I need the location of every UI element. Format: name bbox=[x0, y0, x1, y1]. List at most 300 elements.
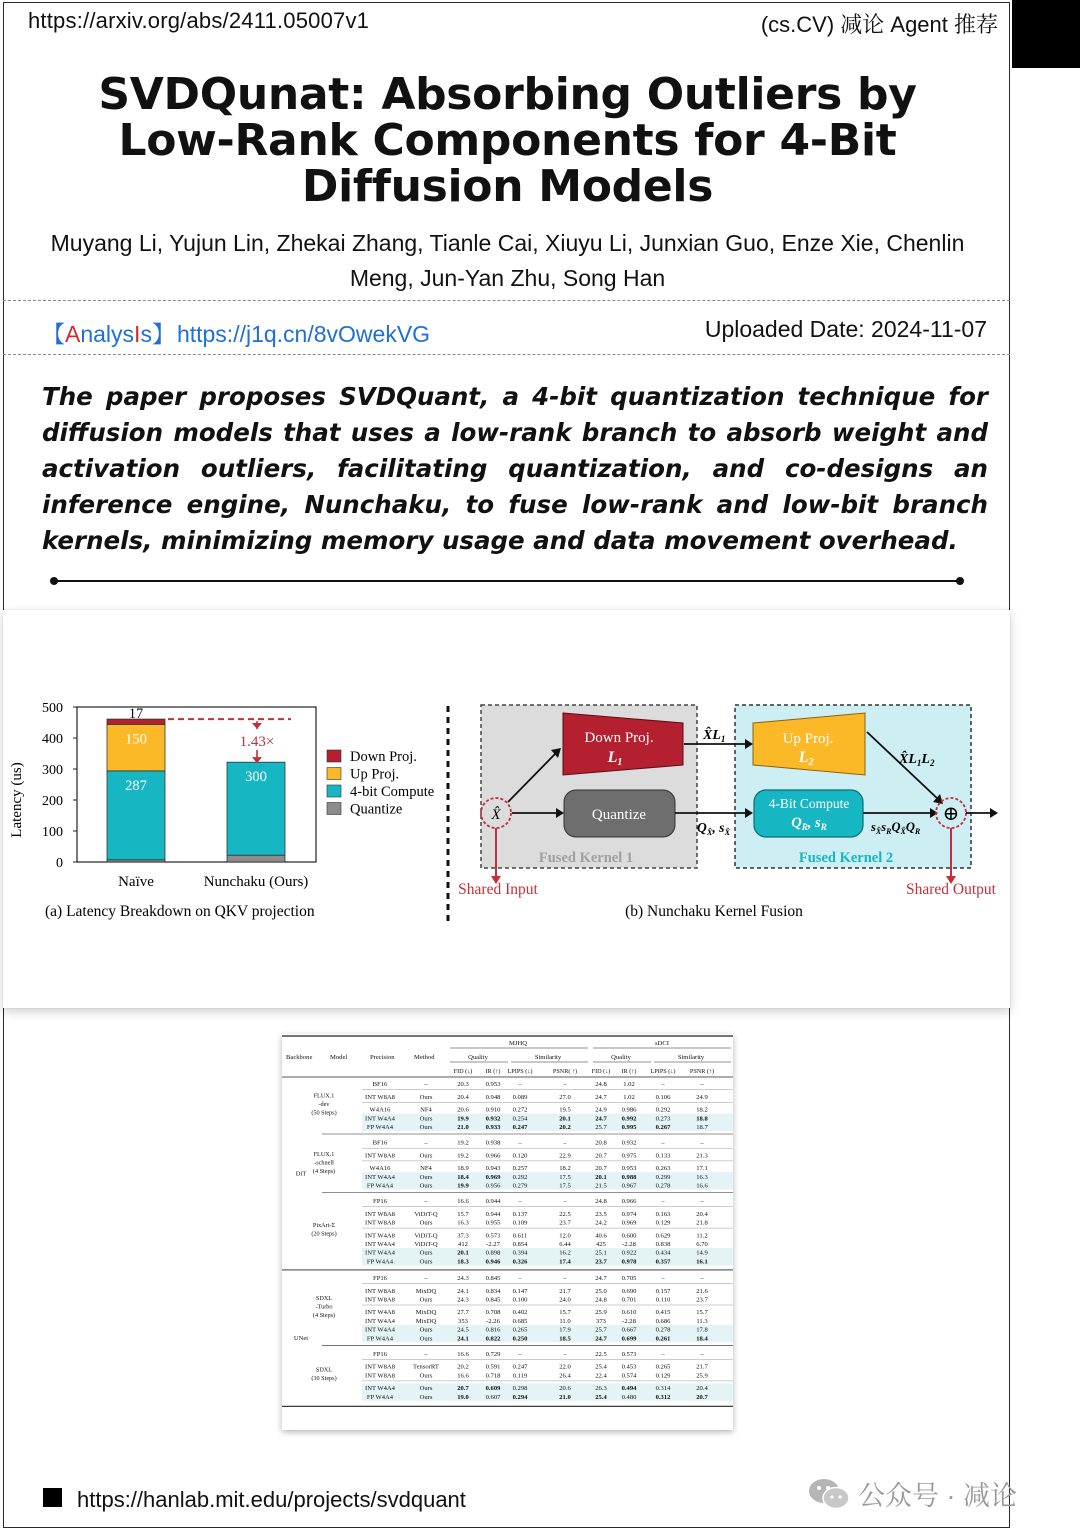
table-cell-value: 21.3 bbox=[696, 1152, 708, 1160]
table-cell-value: – bbox=[518, 1275, 522, 1283]
table-cell-value: 23.7 bbox=[595, 1258, 607, 1266]
table-cell-precision: INT W4A4 bbox=[365, 1173, 395, 1181]
table-cell-value: 0.119 bbox=[512, 1372, 528, 1380]
table-cell-value: 25.4 bbox=[595, 1393, 607, 1401]
table-cell-method: TensorRT bbox=[413, 1363, 439, 1371]
table-cell-value: 0.357 bbox=[655, 1258, 671, 1266]
table-cell-value: 20.4 bbox=[696, 1385, 708, 1393]
table-cell-value: 22.9 bbox=[559, 1152, 571, 1160]
table-header-quality: Quality bbox=[611, 1054, 631, 1061]
table-model-name: PixArt-Σ bbox=[312, 1222, 336, 1230]
table-cell-precision: INT W8A8 bbox=[365, 1363, 395, 1371]
table-cell-value: – bbox=[700, 1351, 704, 1358]
legend-label: Down Proj. bbox=[350, 749, 417, 765]
table-cell-value: 0.265 bbox=[512, 1326, 528, 1334]
table-cell-value: 0.922 bbox=[621, 1249, 637, 1257]
table-cell-method: – bbox=[424, 1139, 428, 1147]
table-cell-value: 6.70 bbox=[696, 1241, 708, 1248]
y-tick-label: 300 bbox=[42, 763, 63, 778]
legend-swatch bbox=[327, 750, 341, 762]
table-cell-value: 0.573 bbox=[485, 1232, 501, 1240]
table-cell-value: 15.7 bbox=[457, 1210, 469, 1218]
table-cell-value: 0.163 bbox=[655, 1210, 671, 1218]
table-cell-value: 0.261 bbox=[655, 1335, 671, 1343]
table-cell-value: 0.415 bbox=[655, 1309, 671, 1317]
fused-kernel-1-label: Fused Kernel 1 bbox=[538, 850, 634, 866]
table-cell-value: 21.5 bbox=[595, 1182, 607, 1190]
x-category-label: Naïve bbox=[118, 874, 154, 890]
table-cell-value: 24.3 bbox=[457, 1275, 469, 1283]
table-cell-value: 0.573 bbox=[621, 1351, 637, 1358]
table-cell-value: 20.7 bbox=[696, 1393, 708, 1401]
table-cell-value: 15.7 bbox=[559, 1309, 571, 1317]
table-header-backbone: Backbone bbox=[286, 1054, 313, 1061]
table-cell-value: 24.9 bbox=[595, 1106, 607, 1114]
table-model-name: -schnell bbox=[314, 1159, 334, 1167]
table-cell-value: 20.6 bbox=[559, 1385, 571, 1393]
table-row-highlight bbox=[362, 1383, 733, 1392]
table-cell-value: 0.157 bbox=[655, 1287, 671, 1295]
table-cell-method: Ours bbox=[419, 1326, 433, 1334]
legend-label: 4-bit Compute bbox=[350, 784, 435, 800]
bar-value-label: 300 bbox=[245, 769, 267, 786]
table-cell-value: 21.0 bbox=[559, 1393, 571, 1401]
table-cell-value: 0.394 bbox=[512, 1249, 528, 1257]
divider-mid bbox=[3, 354, 1010, 355]
table-cell-value: 0.265 bbox=[655, 1363, 671, 1371]
table-cell-value: 373 bbox=[596, 1317, 606, 1325]
table-cell-value: 22.4 bbox=[595, 1372, 607, 1380]
table-cell-precision: BF16 bbox=[372, 1139, 388, 1147]
figure-card bbox=[3, 610, 1010, 1008]
table-cell-value: 19.2 bbox=[457, 1139, 469, 1147]
fused-kernel-2-label: Fused Kernel 2 bbox=[798, 850, 894, 866]
table-header-metric: FID (↓) bbox=[453, 1068, 473, 1075]
table-cell-value: 0.966 bbox=[485, 1152, 501, 1160]
y-tick-label: 500 bbox=[42, 701, 63, 716]
table-cell-precision: INT W4A4 bbox=[365, 1241, 395, 1248]
table-cell-value: 25.9 bbox=[595, 1309, 607, 1317]
table-cell-value: 17.5 bbox=[559, 1182, 571, 1190]
table-cell-method: Ours bbox=[419, 1124, 433, 1131]
table-cell-value: 0.109 bbox=[512, 1219, 528, 1227]
table-header-metric: PSNR( ↑) bbox=[552, 1068, 578, 1075]
table-cell-value: 0.137 bbox=[512, 1210, 528, 1218]
table-cell-value: 0.956 bbox=[485, 1182, 501, 1190]
table-cell-method: Ours bbox=[419, 1335, 433, 1343]
table-cell-value: 0.854 bbox=[512, 1241, 528, 1248]
table-cell-value: 0.133 bbox=[655, 1152, 671, 1160]
table-cell-precision: INT W4A8 bbox=[365, 1309, 395, 1317]
table-cell-value: 22.0 bbox=[559, 1363, 571, 1371]
bracket-open: 【 bbox=[42, 321, 65, 347]
table-cell-value: 19.9 bbox=[457, 1182, 469, 1190]
project-url[interactable]: https://hanlab.mit.edu/projects/svdquant bbox=[77, 1487, 466, 1512]
table-cell-method: Ours bbox=[419, 1385, 433, 1393]
table-header-metric: IR (↑) bbox=[621, 1068, 637, 1075]
table-header-similarity: Similarity bbox=[534, 1054, 562, 1061]
table-cell-value: 18.4 bbox=[457, 1173, 469, 1181]
table-cell-value: 0.273 bbox=[655, 1115, 671, 1123]
sum-symbol: ⊕ bbox=[942, 803, 960, 825]
table-header-metric: LPIPS (↓) bbox=[650, 1068, 676, 1075]
table-cell-value: 24.7 bbox=[595, 1115, 607, 1123]
legend-swatch bbox=[327, 785, 341, 797]
table-cell-value: 16.6 bbox=[457, 1372, 469, 1380]
table-cell-precision: INT W8A8 bbox=[365, 1093, 395, 1101]
down-proj-symbol: L1 bbox=[607, 749, 623, 768]
y-tick-label: 0 bbox=[56, 856, 63, 871]
table-cell-value: 26.4 bbox=[559, 1372, 571, 1380]
table-cell-precision: INT W8A8 bbox=[365, 1152, 395, 1160]
table-cell-value: -2.26 bbox=[486, 1317, 500, 1325]
table-cell-precision: INT W4A4 bbox=[365, 1326, 395, 1334]
table-cell-method: Ours bbox=[419, 1372, 433, 1380]
table-cell-precision: FP W4A4 bbox=[366, 1393, 394, 1401]
table-cell-value: 0.978 bbox=[621, 1258, 637, 1266]
table-cell-value: 24.8 bbox=[595, 1296, 607, 1304]
table-header-metric: PSNR (↑) bbox=[689, 1068, 715, 1075]
table-cell-value: 0.314 bbox=[655, 1385, 671, 1393]
sxs-label: $s_{X̂}s_RQ_{X̂}Q_R$ bbox=[871, 820, 921, 836]
table-cell-method: NF4 bbox=[420, 1106, 432, 1114]
table-cell-value: 0.267 bbox=[655, 1124, 671, 1131]
table-cell-value: 24.7 bbox=[595, 1275, 607, 1283]
table-cell-value: 0.701 bbox=[621, 1296, 637, 1304]
table-cell-value: – bbox=[563, 1198, 567, 1206]
table-cell-value: 16.1 bbox=[696, 1258, 708, 1266]
table-cell-value: 24.8 bbox=[595, 1081, 607, 1089]
table-cell-value: 18.8 bbox=[696, 1115, 708, 1123]
table-cell-value: 0.247 bbox=[512, 1124, 528, 1131]
table-cell-method: ViDiT-Q bbox=[414, 1210, 438, 1218]
table-cell-value: 0.944 bbox=[485, 1210, 501, 1218]
panel-b-caption: (b) Nunchaku Kernel Fusion bbox=[625, 903, 803, 920]
up-proj-symbol: L2 bbox=[798, 749, 814, 768]
table-cell-method: – bbox=[424, 1198, 428, 1206]
table-cell-value: 20.2 bbox=[559, 1124, 571, 1131]
table-cell-value: 16.6 bbox=[696, 1182, 708, 1190]
table-cell-precision: INT W4A4 bbox=[365, 1115, 395, 1123]
table-row-highlight bbox=[362, 1334, 733, 1343]
table-cell-method: Ours bbox=[419, 1173, 433, 1181]
table-cell-value: 0.299 bbox=[655, 1173, 671, 1181]
table-cell-value: 0.453 bbox=[621, 1363, 637, 1371]
table-header-metric: LPIPS (↓) bbox=[507, 1068, 533, 1075]
table-cell-value: 0.263 bbox=[655, 1165, 671, 1173]
table-cell-value: 18.5 bbox=[559, 1335, 571, 1343]
table-cell-value: 1.02 bbox=[623, 1081, 635, 1089]
table-cell-value: 19.9 bbox=[457, 1115, 469, 1123]
table-cell-method: Ours bbox=[419, 1249, 433, 1257]
table-cell-value: 18.3 bbox=[457, 1258, 469, 1266]
table-cell-value: 20.2 bbox=[457, 1363, 469, 1371]
results-table-card bbox=[282, 1034, 733, 1430]
table-cell-value: – bbox=[518, 1081, 522, 1089]
table-cell-value: 25.7 bbox=[595, 1124, 607, 1131]
table-model-name: FLUX.1 bbox=[313, 1092, 335, 1100]
paper-title: SVDQunat: Absorbing Outliers by Low-Rank Components for 4-Bit Diffusion Models bbox=[98, 69, 917, 212]
table-cell-value: 1.02 bbox=[623, 1093, 635, 1101]
table-cell-method: ViDiT-Q bbox=[414, 1241, 438, 1248]
table-cell-value: 0.708 bbox=[485, 1309, 501, 1317]
table-cell-value: 16.6 bbox=[457, 1198, 469, 1206]
table-cell-value: 0.944 bbox=[485, 1198, 501, 1206]
table-cell-value: 18.2 bbox=[559, 1165, 571, 1173]
table-cell-precision: FP16 bbox=[373, 1275, 387, 1283]
table-cell-value: 20.1 bbox=[457, 1249, 469, 1257]
table-cell-value: 0.129 bbox=[655, 1372, 671, 1380]
wechat-account: 公众号 · 减论 bbox=[858, 1481, 1017, 1511]
table-cell-value: 17.8 bbox=[696, 1326, 708, 1334]
table-cell-value: 0.129 bbox=[655, 1219, 671, 1227]
table-cell-value: 16.3 bbox=[457, 1219, 469, 1227]
table-cell-value: 0.690 bbox=[621, 1287, 637, 1295]
results-table bbox=[282, 1034, 733, 1430]
table-cell-value: 0.975 bbox=[621, 1152, 637, 1160]
table-cell-value: 0.718 bbox=[485, 1372, 501, 1380]
table-model-name: (50 Steps) bbox=[311, 1109, 337, 1117]
table-cell-value: 0.699 bbox=[621, 1335, 637, 1343]
legend-label: Quantize bbox=[350, 801, 403, 818]
table-row-highlight bbox=[362, 1257, 733, 1266]
table-cell-value: 21.7 bbox=[559, 1287, 571, 1295]
speedup-arrowhead-top bbox=[252, 723, 262, 729]
table-cell-value: 0.110 bbox=[655, 1296, 671, 1304]
table-header-mjhq: MJHQ bbox=[509, 1040, 527, 1047]
table-row-highlight bbox=[362, 1325, 733, 1334]
y-tick-label: 400 bbox=[42, 732, 63, 747]
table-model-name: FLUX.1 bbox=[313, 1151, 335, 1158]
table-cell-value: 0.147 bbox=[512, 1287, 528, 1295]
table-cell-value: 21.6 bbox=[696, 1287, 708, 1295]
table-cell-value: 0.120 bbox=[512, 1152, 528, 1160]
table-header-quality: Quality bbox=[468, 1054, 488, 1061]
table-cell-value: 17.4 bbox=[559, 1258, 571, 1266]
table-cell-value: – bbox=[518, 1139, 522, 1147]
analysis-letters-nalys: nalys bbox=[80, 321, 135, 347]
table-cell-value: 20.7 bbox=[595, 1165, 607, 1173]
table-cell-value: 0.591 bbox=[485, 1363, 501, 1371]
table-cell-method: – bbox=[424, 1351, 428, 1358]
arxiv-url[interactable]: https://arxiv.org/abs/2411.05007v1 bbox=[28, 8, 370, 33]
table-cell-value: 0.946 bbox=[485, 1258, 501, 1266]
table-cell-value: 6.44 bbox=[559, 1241, 571, 1248]
bar-value-label: 287 bbox=[125, 777, 147, 794]
panel-a-caption: (a) Latency Breakdown on QKV projection bbox=[45, 903, 315, 920]
bracket-close: 】 bbox=[151, 321, 175, 347]
table-cell-value: 0.974 bbox=[621, 1210, 637, 1218]
table-cell-value: 0.932 bbox=[485, 1115, 501, 1123]
table-cell-value: 0.943 bbox=[485, 1165, 501, 1173]
analysis-url[interactable]: https://j1q.cn/8vOwekVG bbox=[176, 321, 431, 347]
table-cell-value: 24.8 bbox=[595, 1198, 607, 1206]
table-cell-value: 0.292 bbox=[655, 1106, 671, 1114]
table-cell-precision: INT W4A4 bbox=[365, 1249, 395, 1257]
table-cell-value: 0.312 bbox=[655, 1393, 671, 1401]
quantize-label: Quantize bbox=[591, 807, 647, 823]
table-cell-value: 0.402 bbox=[512, 1309, 528, 1317]
table-cell-value: 27.0 bbox=[559, 1093, 571, 1101]
wechat-icon bbox=[808, 1477, 850, 1518]
table-header-model: Model bbox=[330, 1054, 348, 1061]
table-cell-method: ViDiT-Q bbox=[414, 1232, 438, 1240]
table-row-highlight bbox=[362, 1248, 733, 1257]
table-row-highlight bbox=[362, 1114, 733, 1123]
table-cell-value: 0.910 bbox=[485, 1106, 501, 1114]
table-cell-value: 25.7 bbox=[595, 1326, 607, 1334]
table-cell-value: 0.298 bbox=[512, 1385, 528, 1393]
table-cell-value: 11.0 bbox=[559, 1317, 571, 1325]
table-cell-value: 20.1 bbox=[595, 1173, 607, 1181]
table-cell-value: 0.609 bbox=[485, 1385, 501, 1393]
table-cell-value: 18.2 bbox=[696, 1106, 708, 1114]
table-backbone-name: UNet bbox=[293, 1335, 309, 1343]
table-cell-method: Ours bbox=[419, 1258, 433, 1266]
table-cell-value: 20.6 bbox=[457, 1106, 469, 1114]
table-cell-method: Ours bbox=[419, 1182, 433, 1190]
table-cell-method: Ours bbox=[419, 1115, 433, 1123]
table-cell-value: 18.7 bbox=[696, 1124, 708, 1131]
table-cell-value: – bbox=[661, 1081, 665, 1089]
table-cell-value: 0.257 bbox=[512, 1165, 528, 1173]
table-cell-precision: INT W4A8 bbox=[365, 1232, 395, 1240]
table-cell-precision: INT W4A4 bbox=[365, 1385, 395, 1393]
table-cell-value: 17.1 bbox=[696, 1165, 708, 1173]
category-tag: (cs.CV) 减论 Agent 推荐 bbox=[760, 12, 998, 37]
table-cell-value: 24.0 bbox=[559, 1296, 571, 1304]
table-cell-value: 425 bbox=[596, 1241, 606, 1248]
table-cell-value: 27.7 bbox=[457, 1309, 469, 1317]
table-cell-value: 0.610 bbox=[621, 1309, 637, 1317]
speedup-label: 1.43× bbox=[239, 734, 275, 750]
table-cell-value: 0.988 bbox=[621, 1173, 637, 1181]
table-header-metric: IR (↑) bbox=[485, 1068, 501, 1075]
table-model-name: SDXL bbox=[315, 1295, 333, 1303]
table-cell-value: 24.7 bbox=[595, 1335, 607, 1343]
table-cell-value: 25.1 bbox=[595, 1249, 607, 1257]
table-model-name: -Turbo bbox=[315, 1303, 333, 1311]
table-cell-value: 0.969 bbox=[621, 1219, 637, 1227]
table-cell-value: -2.28 bbox=[622, 1317, 636, 1325]
table-cell-value: 22.5 bbox=[559, 1210, 571, 1218]
table-cell-value: 0.278 bbox=[655, 1326, 671, 1334]
table-cell-value: 0.932 bbox=[621, 1139, 637, 1147]
table-cell-value: 20.4 bbox=[696, 1210, 708, 1218]
table-cell-method: Ours bbox=[419, 1152, 433, 1160]
table-row-highlight bbox=[362, 1172, 733, 1181]
table-cell-value: 0.834 bbox=[485, 1287, 501, 1295]
table-cell-value: – bbox=[661, 1139, 665, 1147]
table-cell-value: 18.4 bbox=[696, 1335, 708, 1343]
table-cell-value: 0.480 bbox=[621, 1393, 637, 1401]
compute-symbol: $Q_R$, $s_R$ bbox=[791, 815, 827, 832]
table-header-similarity: Similarity bbox=[677, 1054, 705, 1061]
table-cell-value: 0.992 bbox=[621, 1115, 637, 1123]
table-cell-value: 0.600 bbox=[621, 1232, 637, 1240]
table-cell-value: 20.4 bbox=[457, 1093, 469, 1101]
table-model-name: (20 Steps) bbox=[311, 1230, 337, 1238]
table-cell-value: 0.898 bbox=[485, 1249, 501, 1257]
table-cell-value: 0.933 bbox=[485, 1124, 501, 1131]
table-cell-precision: FP16 bbox=[373, 1351, 387, 1358]
section-separator bbox=[54, 580, 960, 582]
table-cell-precision: INT W8A8 bbox=[365, 1210, 395, 1218]
table-cell-value: 37.3 bbox=[457, 1232, 469, 1240]
table-cell-value: 20.8 bbox=[595, 1139, 607, 1147]
table-row-highlight bbox=[362, 1122, 733, 1131]
table-cell-value: 0.705 bbox=[621, 1275, 637, 1283]
divider-top bbox=[3, 300, 1010, 301]
table-cell-value: – bbox=[518, 1351, 522, 1358]
table-model-name: (30 Steps) bbox=[311, 1374, 337, 1382]
table-cell-method: Ours bbox=[419, 1093, 433, 1101]
table-cell-precision: BF16 bbox=[372, 1081, 388, 1089]
upload-date: Uploaded Date: 2024-11-07 bbox=[704, 316, 987, 342]
analysis-letter-s: s bbox=[140, 321, 152, 347]
figure-svg bbox=[3, 610, 1010, 1008]
table-cell-value: -2.27 bbox=[486, 1241, 500, 1248]
table-cell-value: 24.5 bbox=[457, 1326, 469, 1334]
table-cell-value: 16.6 bbox=[457, 1351, 469, 1358]
table-cell-value: 0.100 bbox=[512, 1296, 528, 1304]
table-cell-value: 0.986 bbox=[621, 1106, 637, 1114]
shared-output-label: Shared Output bbox=[906, 881, 996, 898]
table-cell-value: 23.5 bbox=[595, 1210, 607, 1218]
table-cell-value: 40.6 bbox=[595, 1232, 607, 1240]
table-cell-value: – bbox=[700, 1275, 704, 1283]
table-cell-value: 0.995 bbox=[621, 1124, 637, 1131]
table-cell-value: 0.667 bbox=[621, 1326, 637, 1334]
table-cell-value: 0.272 bbox=[512, 1106, 528, 1114]
table-cell-method: – bbox=[424, 1081, 428, 1089]
table-cell-value: 19.2 bbox=[457, 1152, 469, 1160]
table-cell-value: 0.607 bbox=[485, 1393, 501, 1401]
table-cell-value: 14.9 bbox=[696, 1249, 708, 1257]
analysis-link-row[interactable] bbox=[42, 316, 430, 349]
y-tick-label: 100 bbox=[42, 825, 63, 840]
table-cell-value: 24.1 bbox=[457, 1287, 469, 1295]
table-cell-value: 0.434 bbox=[655, 1249, 671, 1257]
table-cell-precision: INT W8A8 bbox=[365, 1296, 395, 1304]
table-cell-value: 0.685 bbox=[512, 1317, 528, 1325]
table-cell-value: -2.28 bbox=[622, 1241, 636, 1248]
table-model-name: (4 Steps) bbox=[312, 1168, 336, 1175]
corner-block bbox=[1012, 0, 1080, 68]
table-cell-precision: W4A16 bbox=[369, 1165, 391, 1173]
table-cell-value: 0.089 bbox=[512, 1093, 528, 1101]
table-cell-precision: W4A16 bbox=[369, 1106, 391, 1114]
table-cell-method: Ours bbox=[419, 1219, 433, 1227]
footer-bullet bbox=[43, 1488, 62, 1507]
table-cell-value: 18.9 bbox=[457, 1165, 469, 1173]
table-cell-value: 20.7 bbox=[595, 1152, 607, 1160]
table-cell-value: – bbox=[563, 1275, 567, 1283]
table-cell-value: 22.5 bbox=[595, 1351, 607, 1358]
compute-label: 4-Bit Compute bbox=[768, 796, 850, 811]
table-cell-value: 0.278 bbox=[655, 1182, 671, 1190]
table-cell-value: 21.8 bbox=[696, 1219, 708, 1227]
table-cell-precision: INT W8A8 bbox=[365, 1372, 395, 1380]
table-cell-value: 412 bbox=[458, 1241, 468, 1248]
table-cell-value: – bbox=[563, 1081, 567, 1089]
table-cell-precision: INT W4A4 bbox=[365, 1317, 395, 1325]
table-cell-value: – bbox=[661, 1351, 665, 1358]
table-cell-value: 0.247 bbox=[512, 1363, 528, 1371]
analysis-letter-a: A bbox=[65, 321, 81, 347]
table-cell-value: 0.966 bbox=[621, 1198, 637, 1206]
table-cell-value: – bbox=[700, 1081, 704, 1089]
